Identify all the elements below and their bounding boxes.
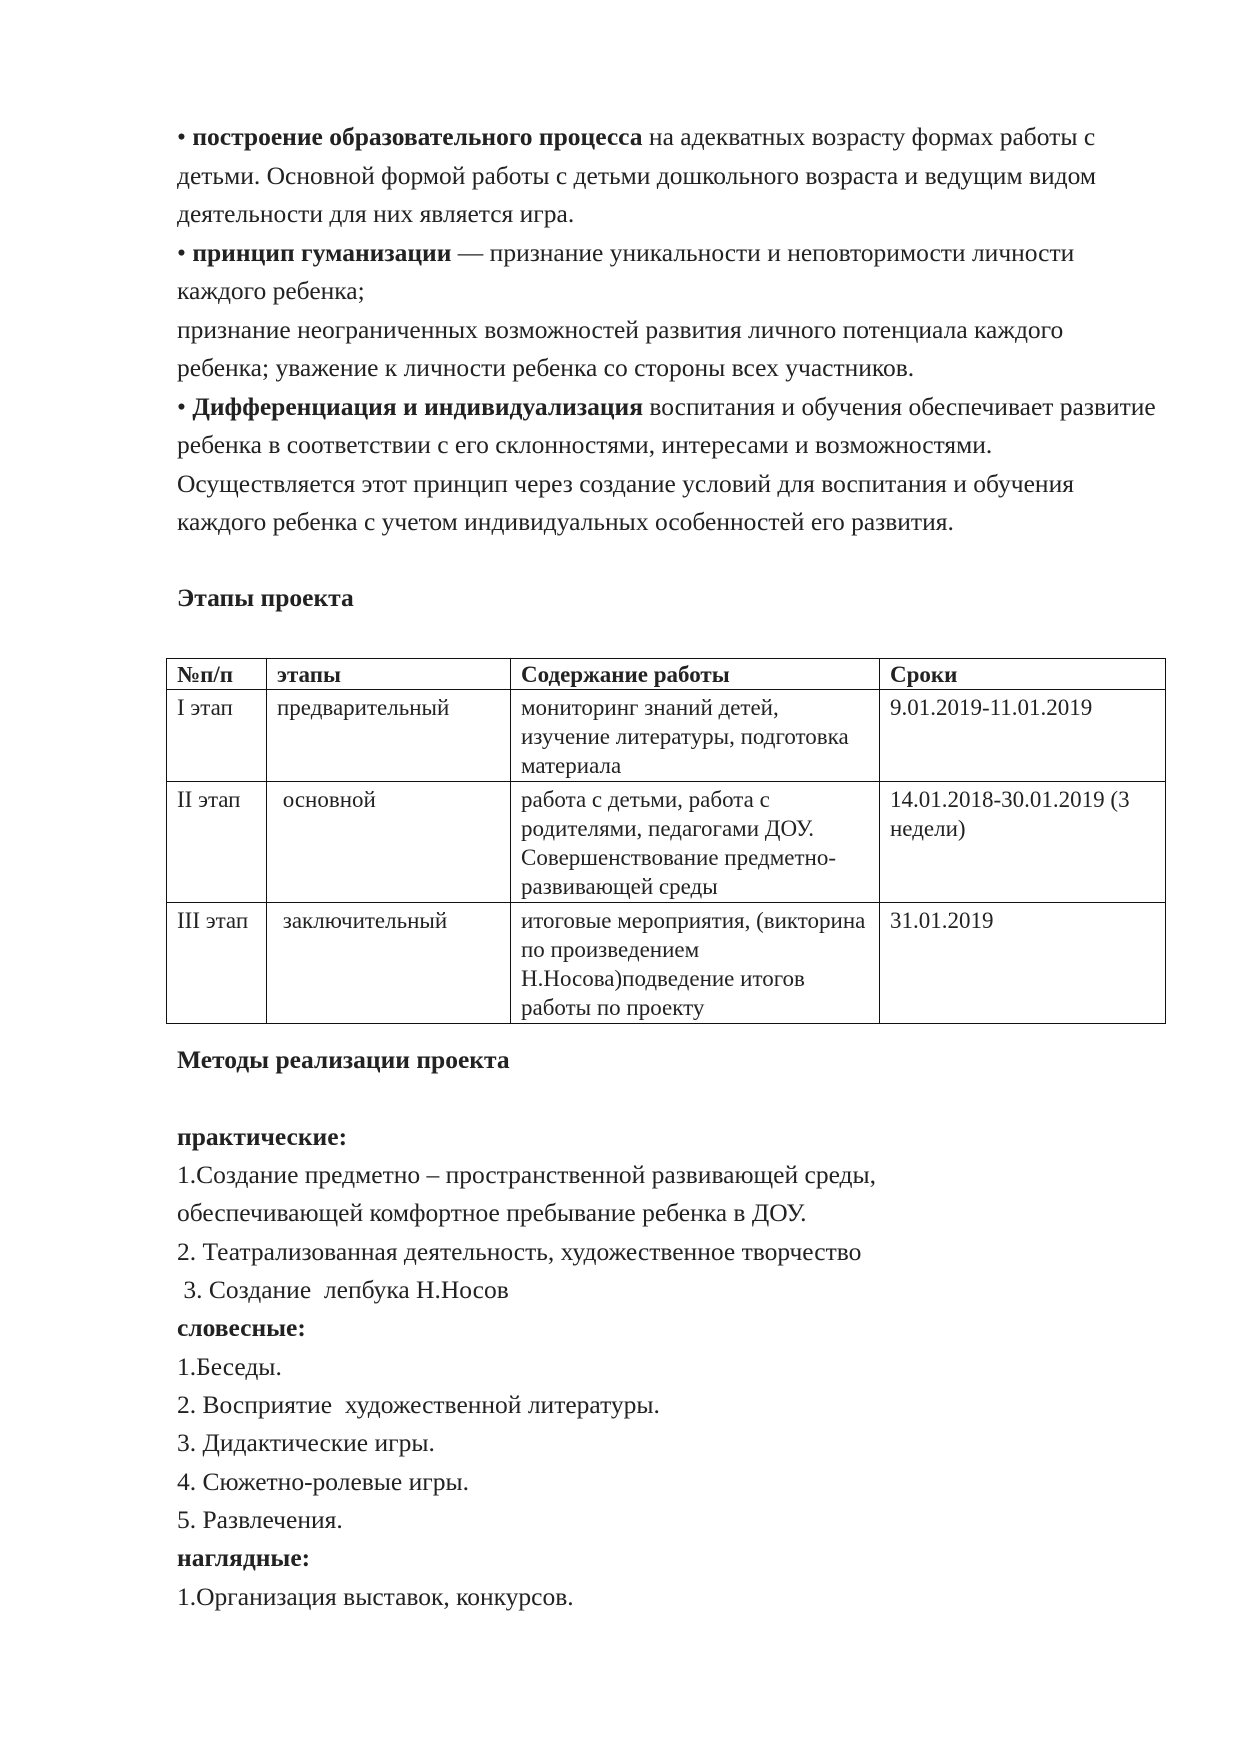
bullet: •: [177, 391, 193, 421]
stages-heading: Этапы проекта: [177, 583, 354, 612]
verbal-title: словесные:: [177, 1313, 306, 1342]
cell-stage: заключительный: [267, 903, 511, 1024]
cell-stage: основной: [267, 782, 511, 903]
header-content: Содержание работы: [511, 659, 880, 690]
practical-title: практические:: [177, 1122, 348, 1151]
table-row: [167, 690, 1166, 782]
cell-content: работа с детьми, работа с родителями, педагогами ДОУ. Совершенствование предметно-развивающей среды: [511, 782, 880, 903]
principle-text: воспитания и обучения обеспечивает развитие ребенка в соответствии с его склонностями, интересами и возможностями. Осуществляется этот принцип через создание условий для воспитания и обучения каждого ребенка с учетом индивидуальных особенностей его развития.: [177, 391, 1156, 536]
header-stage: этапы: [267, 659, 511, 690]
header-num: №п/п: [167, 659, 267, 690]
stages-table: [166, 658, 1166, 1024]
cell-stage: предварительный: [267, 690, 511, 782]
principle-paragraph: [177, 311, 1157, 388]
cell-num: II этап: [167, 782, 267, 903]
principle-title: Дифференциация и индивидуализация: [192, 391, 644, 421]
principle-text: признание неограниченных возможностей развития личного потенциала каждого ребенка; уважение к личности ребенка со стороны всех участников.: [177, 314, 1064, 382]
table-header-row: [167, 659, 1166, 690]
list-item: обеспечивающей комфортное пребывание ребенка в ДОУ.: [177, 1198, 807, 1227]
header-dates: Сроки: [880, 659, 1166, 690]
principle-title: построение образовательного процесса: [192, 122, 643, 151]
list-item: 5. Развлечения.: [177, 1505, 343, 1534]
cell-num: I этап: [167, 690, 267, 782]
principle-title: принцип гуманизации: [192, 237, 452, 267]
methods-heading: Методы реализации проекта: [177, 1045, 510, 1074]
list-item: 2. Восприятие художественной литературы.: [177, 1390, 660, 1419]
cell-num: III этап: [167, 903, 267, 1024]
list-item: 3. Создание лепбука Н.Носов: [177, 1275, 509, 1304]
visual-title: наглядные:: [177, 1543, 311, 1572]
cell-content: итоговые мероприятия, (викторина по произведением Н.Носова)подведение итогов работы по проекту: [511, 903, 880, 1024]
principle-paragraph: [177, 118, 1157, 234]
cell-dates: 14.01.2018-30.01.2019 (3 недели): [880, 782, 1166, 903]
list-item: 1.Создание предметно – пространственной развивающей среды,: [177, 1160, 877, 1189]
table-row: [167, 782, 1166, 903]
list-item: 1.Беседы.: [177, 1352, 282, 1381]
cell-content: мониторинг знаний детей, изучение литературы, подготовка материала: [511, 690, 880, 782]
cell-dates: 31.01.2019: [880, 903, 1166, 1024]
principle-paragraph: [177, 388, 1157, 542]
principle-paragraph: [177, 234, 1157, 311]
table-row: [167, 903, 1166, 1024]
bullet: •: [177, 237, 193, 267]
list-item: 1.Организация выставок, конкурсов.: [177, 1582, 574, 1611]
list-item: 4. Сюжетно-ролевые игры.: [177, 1467, 469, 1496]
bullet: •: [177, 122, 193, 151]
cell-dates: 9.01.2019-11.01.2019: [880, 690, 1166, 782]
principle-text: — признание уникальности и неповторимости личности каждого ребенка;: [177, 237, 1075, 305]
list-item: 2. Театрализованная деятельность, художественное творчество: [177, 1237, 862, 1266]
principles-section: [177, 118, 1157, 542]
principle-text: на адекватных возрасту формах работы с детьми. Основной формой работы с детьми дошкольного возраста и ведущим видом деятельности для них является игра.: [177, 122, 1097, 228]
list-item: 3. Дидактические игры.: [177, 1428, 435, 1457]
